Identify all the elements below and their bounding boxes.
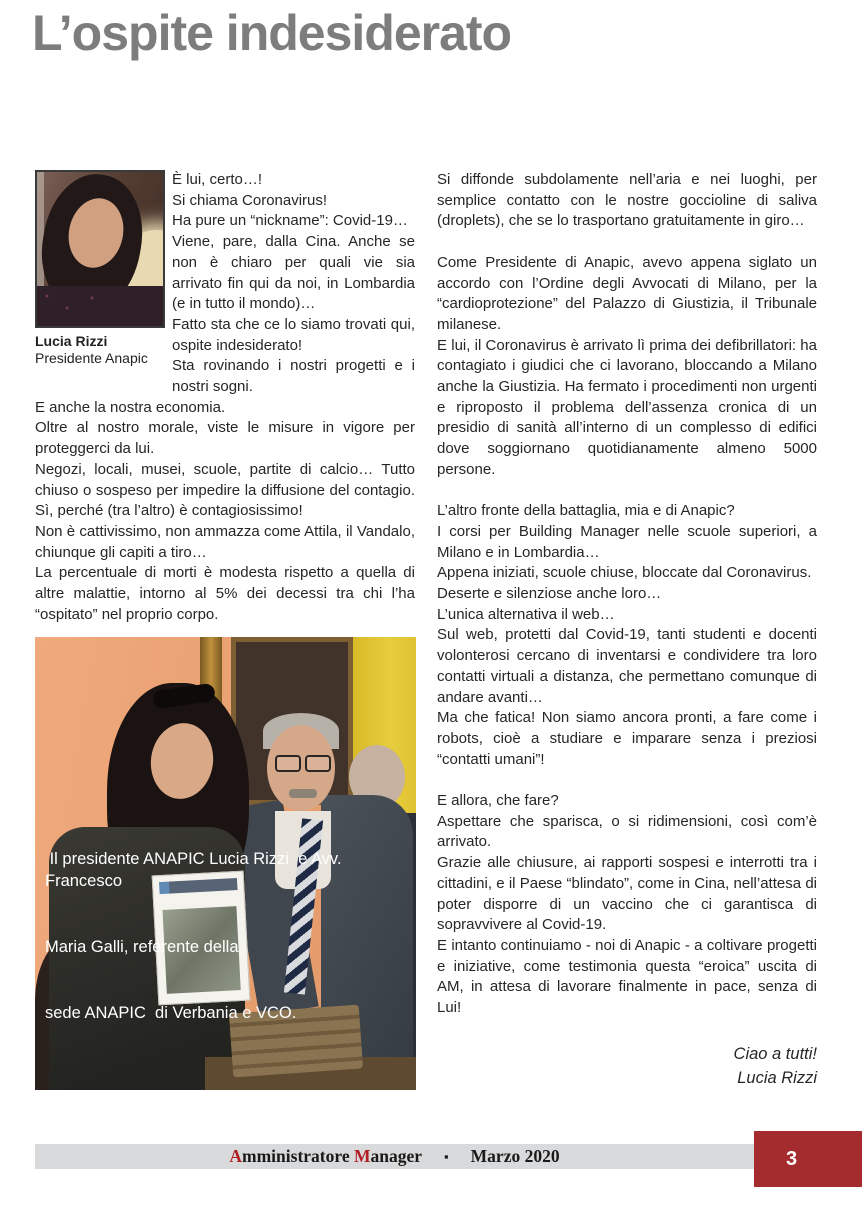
- footer-bullet-icon: ▪: [444, 1149, 449, 1164]
- group-photo: [35, 637, 416, 1090]
- portrait-figure: [35, 170, 172, 390]
- page-number-box: [754, 1131, 862, 1187]
- caption-line: Maria Galli, referente della: [45, 938, 239, 956]
- paragraph: La percentuale di morti è modesta rispetto a quella di altre malattie, intorno al 5% dei decessi tra chi l’ha “ospitato” nel proprio corpo.: [35, 564, 415, 623]
- paragraph: Deserte e silenziose anche loro…: [437, 585, 662, 603]
- magazine-brand: Amministratore Manager: [229, 1146, 423, 1166]
- photo-art: [305, 755, 331, 772]
- paragraph: I corsi per Building Manager nelle scuole superiori, a Milano e in Lombardia…: [437, 522, 817, 561]
- paragraph: Viene, pare, dalla Cina. Anche se non è chiaro per quali vie sia arrivato fin qui da noi, in Lombardia (e in tutto il mondo)…: [172, 233, 415, 313]
- paragraph: Grazie alle chiusure, ai rapporti sospesi e interrotti tra i cittadini, e il Paese “blindato”, come in Cina, nell’attesa di poter disporre di un vaccino che ci garantisca di sopravvivere al Covid-19.: [437, 854, 817, 934]
- portrait-caption-role: Presidente Anapic: [35, 350, 148, 366]
- paragraph: [437, 481, 817, 502]
- signature: [734, 1042, 817, 1090]
- photo-art: [275, 755, 301, 772]
- paragraph: Sul web, protetti dal Covid-19, tanti studenti e docenti volonterosi cercano di inventarsi e condividere tra loro contatti virtuali a distanza, che permettano comunque di andare avanti…: [437, 626, 817, 706]
- right-column-text: [437, 170, 817, 1019]
- paragraph: Sta rovinando i nostri progetti e i nostri sogni.: [172, 357, 415, 396]
- paragraph: L’unica alternativa il web…: [437, 605, 615, 623]
- footer-issue-date: Marzo 2020: [470, 1146, 560, 1166]
- group-photo-caption: [45, 804, 416, 1068]
- paragraph: È lui, certo…!: [172, 171, 263, 188]
- photo-art: [37, 286, 163, 326]
- photo-art: [289, 789, 317, 798]
- paragraph: [437, 232, 817, 253]
- paragraph: Si chiama Coronavirus!: [172, 191, 328, 209]
- signature-author: Lucia Rizzi: [737, 1069, 817, 1087]
- paragraph: L’altro fronte della battaglia, mia e di Anapic?: [437, 502, 735, 520]
- paragraph: Negozi, locali, musei, scuole, partite di calcio… Tutto chiuso o sospeso per impedire la diffusione del contagio. Sì, perché (tra l’altro) è contagiosissimo!: [35, 460, 415, 520]
- portrait-caption-name: Lucia Rizzi: [35, 333, 108, 349]
- paragraph: E anche la nostra economia.: [35, 398, 226, 416]
- paragraph: Aspettare che sparisca, o si ridimensioni, così com’è arrivato.: [437, 812, 817, 851]
- footer-bar: [35, 1144, 754, 1169]
- paragraph: E intanto continuiamo - noi di Anapic - a coltivare progetti e iniziative, come testimonia questa “eroica” uscita di AM, in attesa di lavorare finalmente in pace, senza di Lui!: [437, 936, 817, 1017]
- caption-line: Il presidente ANAPIC Lucia Rizzi e Avv. Francesco: [45, 850, 347, 890]
- paragraph: Appena iniziati, scuole chiuse, bloccate dal Coronavirus.: [437, 564, 812, 582]
- paragraph: E allora, che fare?: [437, 792, 559, 810]
- page-title: L’ospite indesiderato: [32, 5, 512, 61]
- caption-line: sede ANAPIC di Verbania e VCO.: [45, 1004, 297, 1022]
- paragraph: Si diffonde subdolamente nell’aria e nei luoghi, per semplice contatto con le nostre goccioline di saliva (droplets), che se lo trasportano gratuitamente in giro…: [437, 171, 817, 230]
- paragraph: Fatto sta che ce lo siamo trovati qui, ospite indesiderato!: [172, 315, 415, 354]
- paragraph: E lui, il Coronavirus è arrivato lì prima dei defibrillatori: ha contagiato i giudici che ci lavorano, bloccando a Milano anche la Giustizia. Ha fermato i procedimenti non urgenti e riproposto il problema dell’assenza cronica di un presidio di sanità all’interno di un complesso di edifici dove soggiornano quotidianamente almeno 5000 persone.: [437, 336, 817, 478]
- paragraph: Ma che fatica! Non siamo ancora pronti, a fare come i robots, cioè a studiare e imparare senza i preziosi “contatti umani”!: [437, 709, 817, 768]
- portrait-photo: [35, 170, 165, 328]
- left-column: [35, 170, 415, 625]
- paragraph: [437, 770, 817, 791]
- portrait-caption: [35, 333, 172, 367]
- signature-greeting: Ciao a tutti!: [733, 1045, 817, 1063]
- paragraph: Come Presidente di Anapic, avevo appena siglato un accordo con l’Ordine degli Avvocati di Milano, per la “cardioprotezione” del Palazzo di Giustizia, il Tribunale milanese.: [437, 253, 817, 333]
- paragraph: Non è cattivissimo, non ammazza come Attila, il Vandalo, chiunque gli capiti a tiro…: [35, 522, 415, 561]
- page-number: 3: [786, 1147, 798, 1170]
- paragraph: Oltre al nostro morale, viste le misure in vigore per proteggerci da lui.: [35, 419, 415, 458]
- paragraph: Ha pure un “nickname”: Covid-19…: [172, 212, 408, 230]
- right-column: [437, 170, 817, 1090]
